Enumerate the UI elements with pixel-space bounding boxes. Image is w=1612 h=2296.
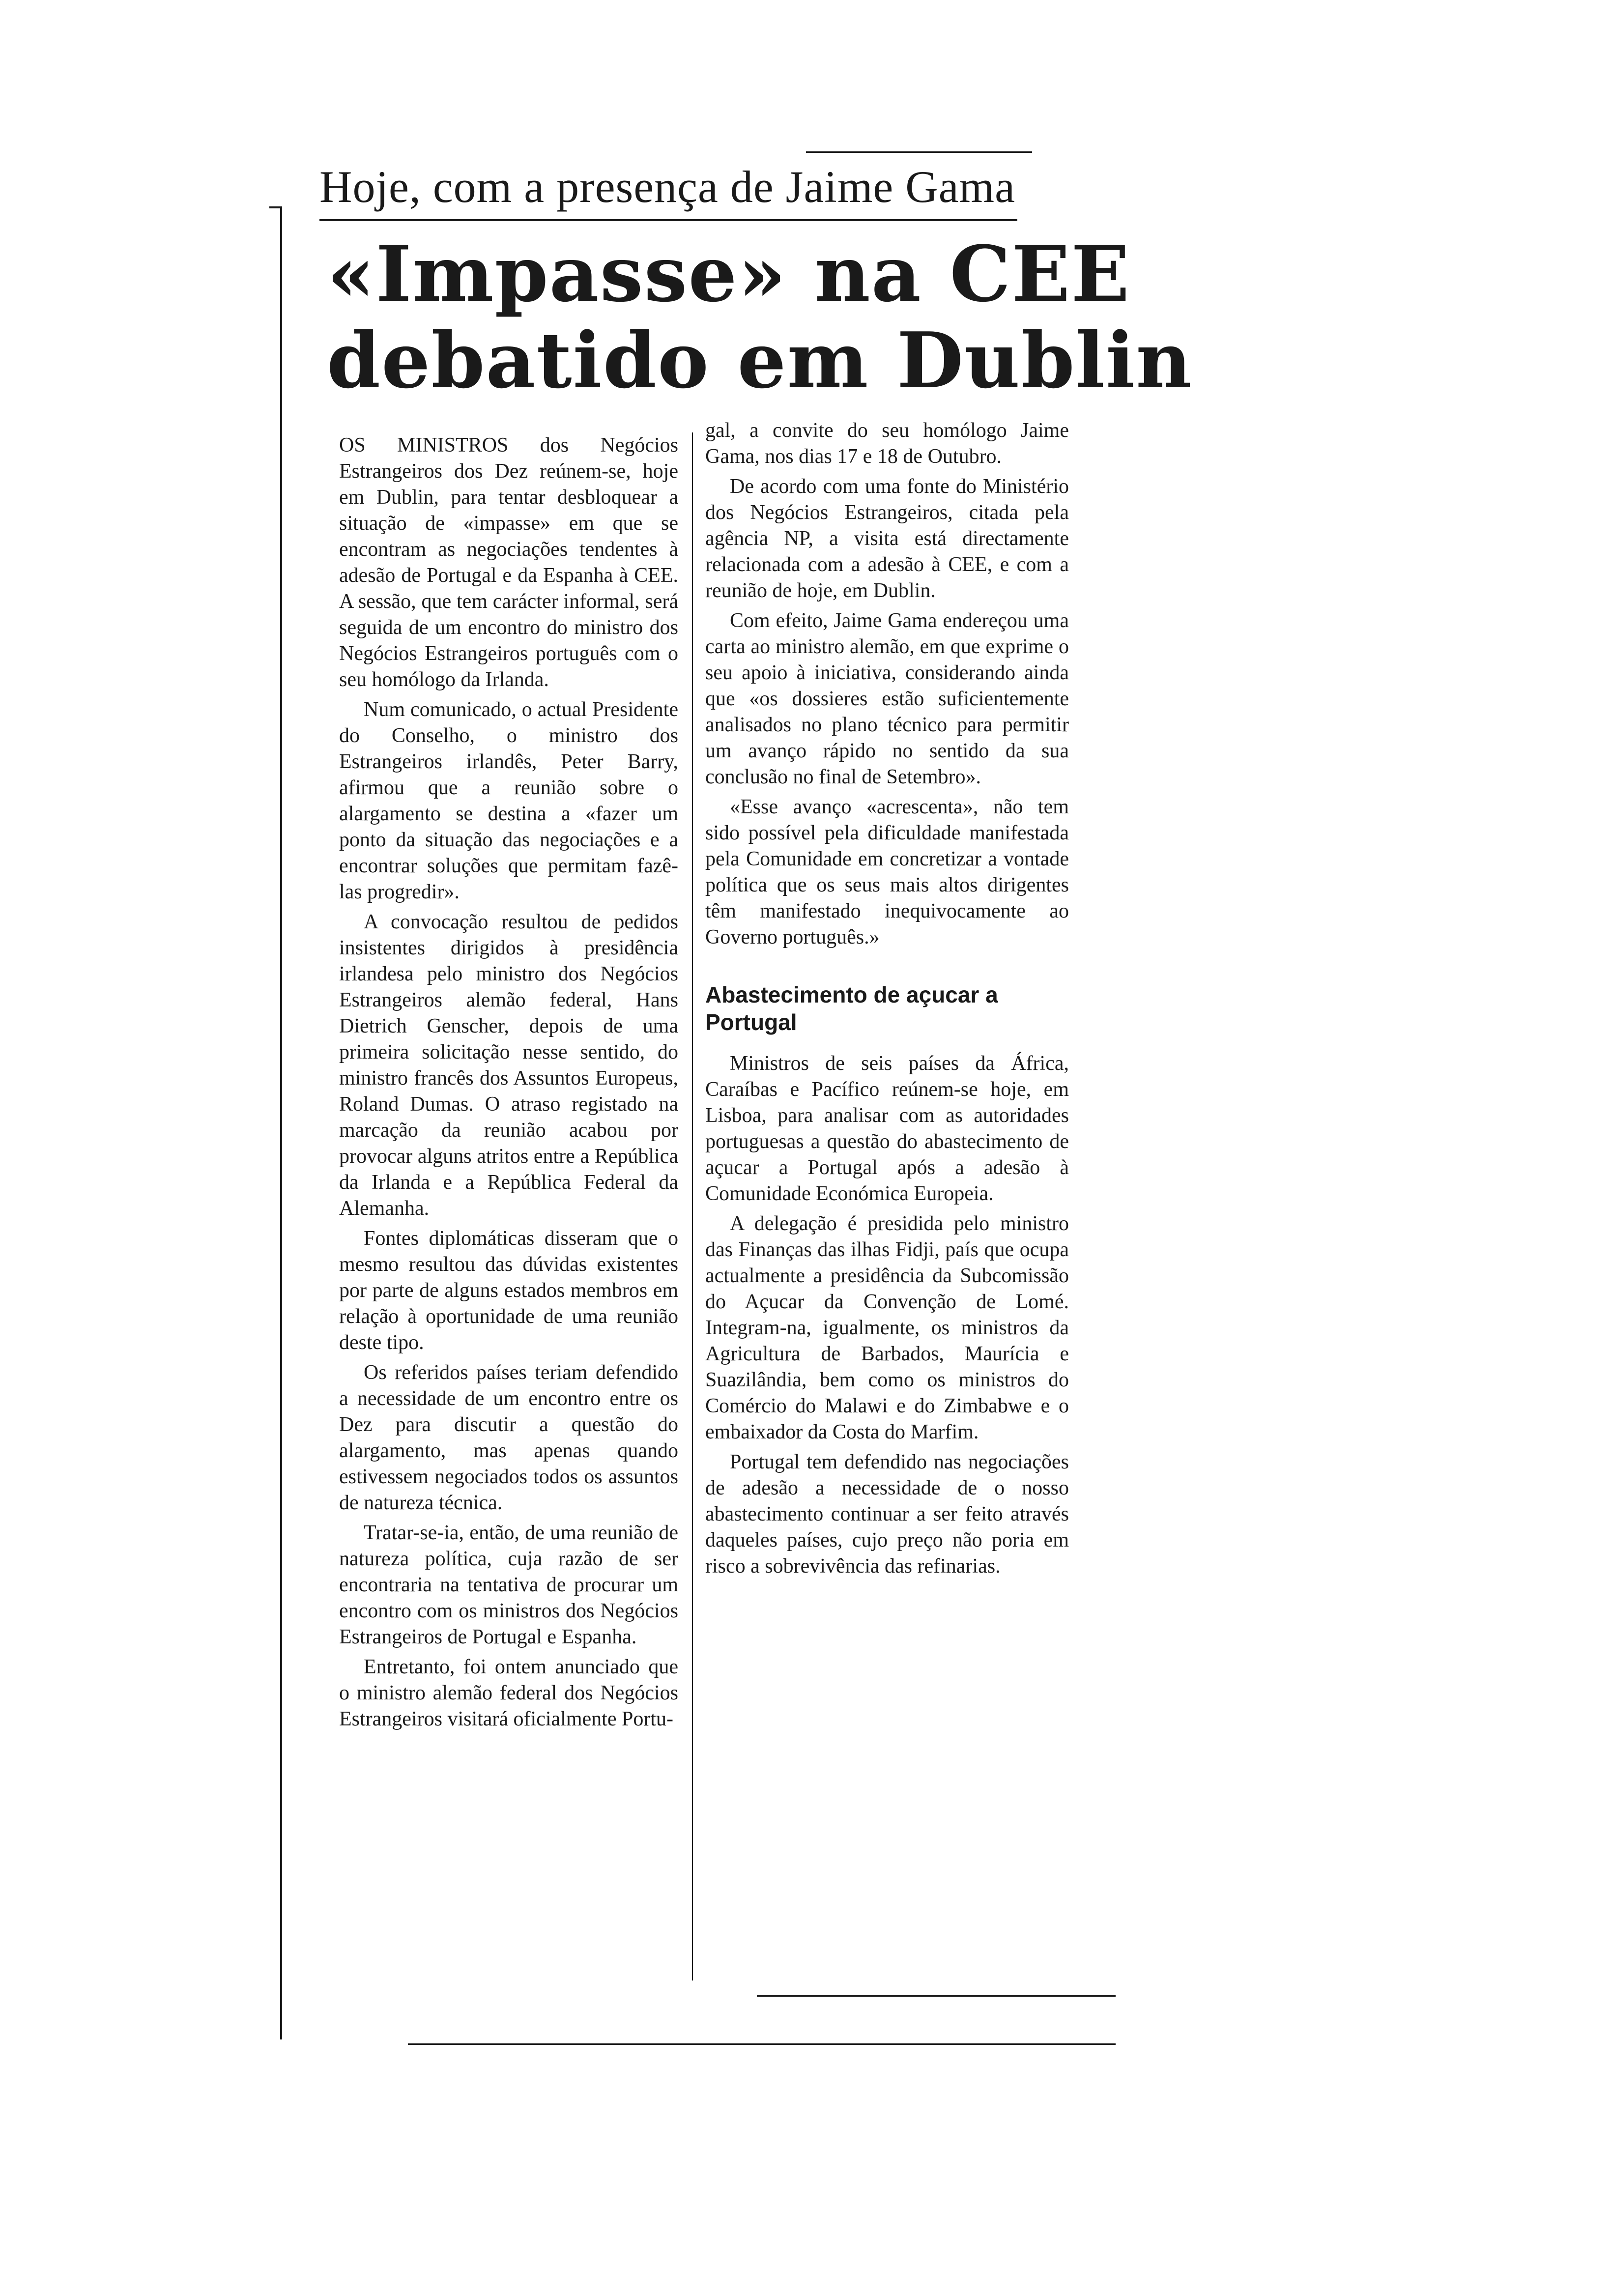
- kicker-underline: [319, 219, 1017, 221]
- article-column-2: [705, 418, 1069, 1583]
- paragraph: OS MINISTROS dos Negócios Estrangeiros dos Dez reúnem-se, hoje em Dublin, para tentar desbloquear a situação de «impasse» em que se encontram as negociações tendentes à adesão de Portugal e da Espanha à CEE. A sessão, que tem carácter informal, será seguida de um encontro do ministro dos Negócios Estrangeiros português com o seu homólogo da Irlanda.: [339, 434, 678, 691]
- paragraph: Tratar-se-ia, então, de uma reunião de natureza política, cuja razão de ser encontraria na tentativa de procurar um encontro com os ministros dos Negócios Estrangeiros de Portugal e Espanha.: [339, 1521, 678, 1648]
- headline-line-1: «Impasse» na CEE: [327, 229, 1131, 319]
- article-headline: [327, 229, 1193, 405]
- paragraph: A convocação resultou de pedidos insistentes dirigidos à presidência irlandesa pelo ministro dos Negócios Estrangeiros alemão federal, Hans Dietrich Genscher, depois de uma primeira solicitação nesse sentido, do ministro francês dos Assuntos Europeus, Roland Dumas. O atraso registado na marcação da reunião acabou por provocar alguns atritos entre a República da Irlanda e a República Federal da Alemanha.: [339, 911, 678, 1220]
- paragraph: Fontes diplomáticas disseram que o mesmo resultou das dúvidas existentes por parte de alguns estados membros em relação à oportunidade de uma reunião deste tipo.: [339, 1227, 678, 1354]
- top-rule: [806, 151, 1032, 153]
- left-margin-tick: [269, 206, 282, 208]
- paragraph: A delegação é presidida pelo ministro das Finanças das ilhas Fidji, país que ocupa actualmente a presidência da Subcomissão do Açucar da Convenção de Lomé. Integram-na, igualmente, os ministros da Agricultura de Barbados, Maurícia e Suazilândia, bem como os ministros do Comércio do Malawi e do Zimbabwe e o embaixador da Costa do Marfim.: [705, 1212, 1069, 1443]
- paragraph: «Esse avanço «acrescenta», não tem sido possível pela dificuldade manifestada pela Comunidade em concretizar a vontade política que os seus mais altos dirigentes têm manifestado inequivocamente ao Governo português.»: [705, 796, 1069, 948]
- paragraph: Ministros de seis países da África, Caraíbas e Pacífico reúnem-se hoje, em Lisboa, para analisar com as autoridades portuguesas a questão do abastecimento de açucar a Portugal após a adesão à Comunidade Económica Europeia.: [705, 1052, 1069, 1205]
- section-subhead: Abastecimento de açucar a Portugal: [705, 982, 998, 1035]
- paragraph: Os referidos países teriam defendido a necessidade de um encontro entre os Dez para discutir a questão do alargamento, mas apenas quando estivessem negociados todos os assuntos de natureza técnica.: [339, 1361, 678, 1514]
- article-kicker: Hoje, com a presença de Jaime Gama: [319, 162, 1015, 212]
- paragraph: Num comunicado, o actual Presidente do Conselho, o ministro dos Estrangeiros irlandês, Peter Barry, afirmou que a reunião sobre o alargamento se destina a «fazer um ponto da situação das negociações e a encontrar soluções que permitam fazê-las progredir».: [339, 698, 678, 903]
- right-column-end-rule: [757, 1995, 1116, 1997]
- headline-line-2: debatido em Dublin: [327, 316, 1193, 405]
- bottom-rule: [408, 2043, 1116, 2045]
- paragraph: gal, a convite do seu homólogo Jaime Gama, nos dias 17 e 18 de Outubro.: [705, 419, 1069, 468]
- left-margin-rule: [280, 206, 282, 2039]
- paragraph: Entretanto, foi ontem anunciado que o ministro alemão federal dos Negócios Estrangeiros visitará oficialmente Portu-: [339, 1656, 678, 1730]
- column-divider: [692, 432, 693, 1980]
- paragraph: Com efeito, Jaime Gama endereçou uma carta ao ministro alemão, em que exprime o seu apoio à iniciativa, considerando ainda que «os dossieres estão suficientemente analisados no plano técnico para permitir um avanço rápido no sentido da sua conclusão no final de Setembro».: [705, 609, 1069, 788]
- article-column-1: [339, 432, 678, 1736]
- paragraph: Portugal tem defendido nas negociações de adesão a necessidade de o nosso abastecimento continuar a ser feito através daqueles países, cujo preço não poria em risco a sobrevivência das refinarias.: [705, 1451, 1069, 1578]
- paragraph: De acordo com uma fonte do Ministério dos Negócios Estrangeiros, citada pela agência NP, a visita está directamente relacionada com a adesão à CEE, e com a reunião de hoje, em Dublin.: [705, 475, 1069, 602]
